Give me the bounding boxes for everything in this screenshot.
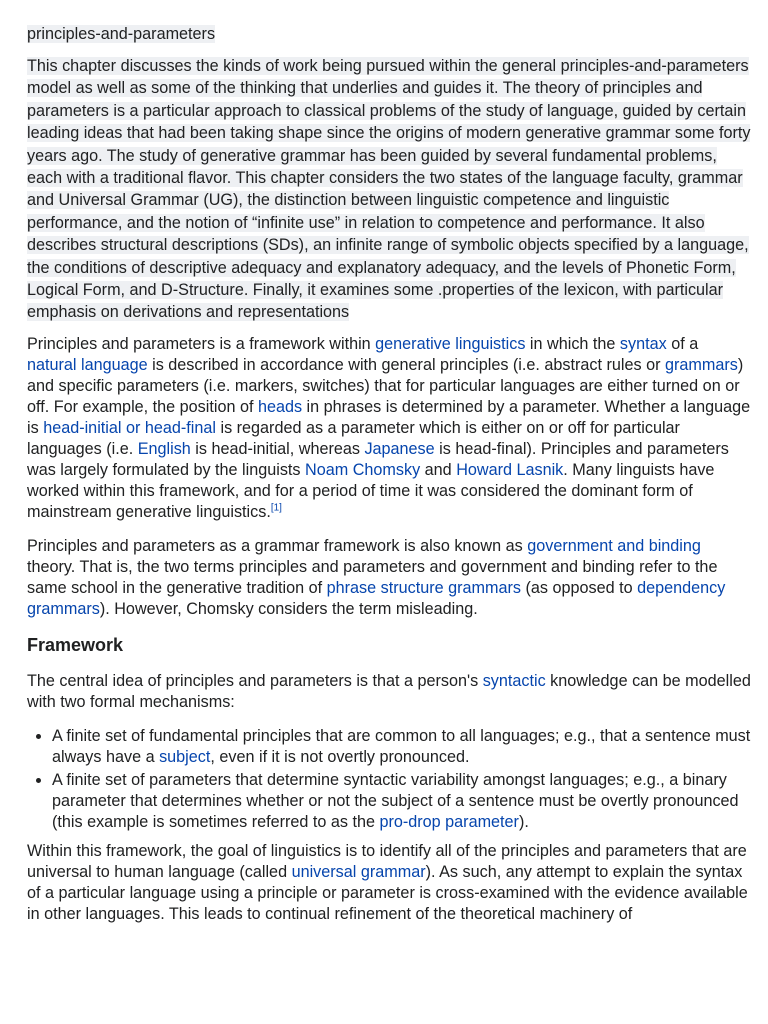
- link-syntactic[interactable]: syntactic: [482, 671, 546, 690]
- reference-link-1[interactable]: [1]: [270, 502, 282, 514]
- link-japanese[interactable]: Japanese: [364, 439, 435, 458]
- link-generative-linguistics[interactable]: generative linguistics: [375, 334, 526, 353]
- bullet-1-text-2: , even if it is not overtly pronounced.: [210, 747, 470, 766]
- abstract-text: This chapter discusses the kinds of work being pursued within the general principles-and-parameters model as well as some of the thinking that underlies and guides it. The theory of principles and parameters is a particular approach to classical problems of the study of language, guided by certain leading ideas that had been taking shape since the origins of modern generative grammar some forty years ago. The study of generative grammar has been guided by several fundamental problems, each with a traditional flavor. This chapter considers the two states of the language faculty, grammar and Universal Grammar (UG), the distinction between linguistic competence and linguistic performance, and the notion of “infinite use” in relation to competence and performance. It also describes structural descriptions (SDs), an infinite range of symbolic objects specified by a language, the conditions of descriptive adequacy and explanatory adequacy, and the levels of Phonetic Form, Logical Form, and D-Structure. Finally, it examines some .properties of the lexicon, with particular emphasis on derivations and representations: [27, 57, 751, 322]
- link-phrase-structure-grammars[interactable]: phrase structure grammars: [326, 578, 521, 597]
- article-content: [27, 24, 751, 938]
- mechanisms-list: [27, 726, 751, 833]
- article-title-text: principles-and-parameters: [27, 25, 216, 43]
- intro-text-9: is head-final). Principles and parameters was largely formulated by the linguists: [27, 439, 729, 479]
- link-universal-grammar[interactable]: universal grammar: [291, 862, 426, 881]
- section-heading-framework: Framework: [27, 634, 124, 655]
- link-english[interactable]: English: [137, 439, 191, 458]
- link-dependency-grammars[interactable]: dependency grammars: [27, 578, 726, 618]
- intro-text-1: Principles and parameters is a framework within: [27, 334, 376, 353]
- intro-text-7: is regarded as a parameter which is either on or off for particular languages (i.e.: [27, 418, 680, 458]
- framework-text-2: knowledge can be modelled with two formal mechanisms:: [27, 671, 751, 711]
- link-pro-drop-parameter[interactable]: pro-drop parameter: [379, 812, 519, 831]
- government-binding-paragraph: [27, 536, 751, 620]
- gb-text-2: theory. That is, the two terms principles and parameters and government and binding refer to the same school in the generative tradition of: [27, 557, 718, 597]
- bullet-2-text-2: ).: [518, 812, 529, 831]
- link-natural-language[interactable]: natural language: [27, 355, 148, 374]
- link-howard-lasnik[interactable]: Howard Lasnik: [456, 460, 564, 479]
- intro-text-3: of a: [666, 334, 699, 353]
- list-item: [52, 726, 751, 768]
- framework-text-1: The central idea of principles and parameters is that a person's: [27, 671, 483, 690]
- article-title: [27, 24, 751, 45]
- goal-text-2: ). As such, any attempt to explain the syntax of a particular language using a principle or parameter is cross-examined with the evidence available in other languages. This leads to continual refinement of the theoretical machinery of: [27, 862, 748, 923]
- link-syntax[interactable]: syntax: [619, 334, 667, 353]
- abstract-paragraph: [27, 55, 751, 324]
- link-head-initial-or-head-final[interactable]: head-initial or head-final: [43, 418, 216, 437]
- bullet-1-text-1: A finite set of fundamental principles that are common to all languages; e.g., that a sentence must always have a: [52, 726, 751, 766]
- bullet-2-text-1: A finite set of parameters that determine syntactic variability amongst languages; e.g., a binary parameter that determines whether or not the subject of a sentence must be overtly pronounced (this example is sometimes referred to as the: [52, 770, 739, 831]
- link-noam-chomsky[interactable]: Noam Chomsky: [305, 460, 421, 479]
- framework-intro-paragraph: [27, 671, 751, 713]
- link-government-and-binding[interactable]: government and binding: [527, 536, 701, 555]
- link-grammars[interactable]: grammars: [664, 355, 738, 374]
- goal-paragraph: [27, 841, 751, 925]
- link-heads[interactable]: heads: [257, 397, 303, 416]
- gb-text-3: (as opposed to: [520, 578, 638, 597]
- intro-text-5: ) and specific parameters (i.e. markers, switches) that for particular languages are either turned on or off. For example, the position of: [27, 355, 744, 416]
- goal-text-1: Within this framework, the goal of linguistics is to identify all of the principles and parameters that are universal to human language (called: [27, 841, 747, 881]
- intro-text-2: in which the: [525, 334, 620, 353]
- intro-text-10: and: [420, 460, 457, 479]
- intro-text-11: . Many linguists have worked within this framework, and for a period of time it was considered the dominant form of mainstream generative linguistics.: [27, 460, 715, 521]
- intro-text-6: in phrases is determined by a parameter. Whether a language is: [27, 397, 751, 437]
- intro-paragraph: [27, 334, 751, 523]
- link-subject[interactable]: subject: [159, 747, 211, 766]
- list-item: [52, 770, 751, 833]
- intro-text-8: is head-initial, whereas: [190, 439, 365, 458]
- intro-text-4: is described in accordance with general principles (i.e. abstract rules or: [147, 355, 665, 374]
- gb-text-1: Principles and parameters as a grammar framework is also known as: [27, 536, 528, 555]
- gb-text-4: ). However, Chomsky considers the term misleading.: [99, 599, 478, 618]
